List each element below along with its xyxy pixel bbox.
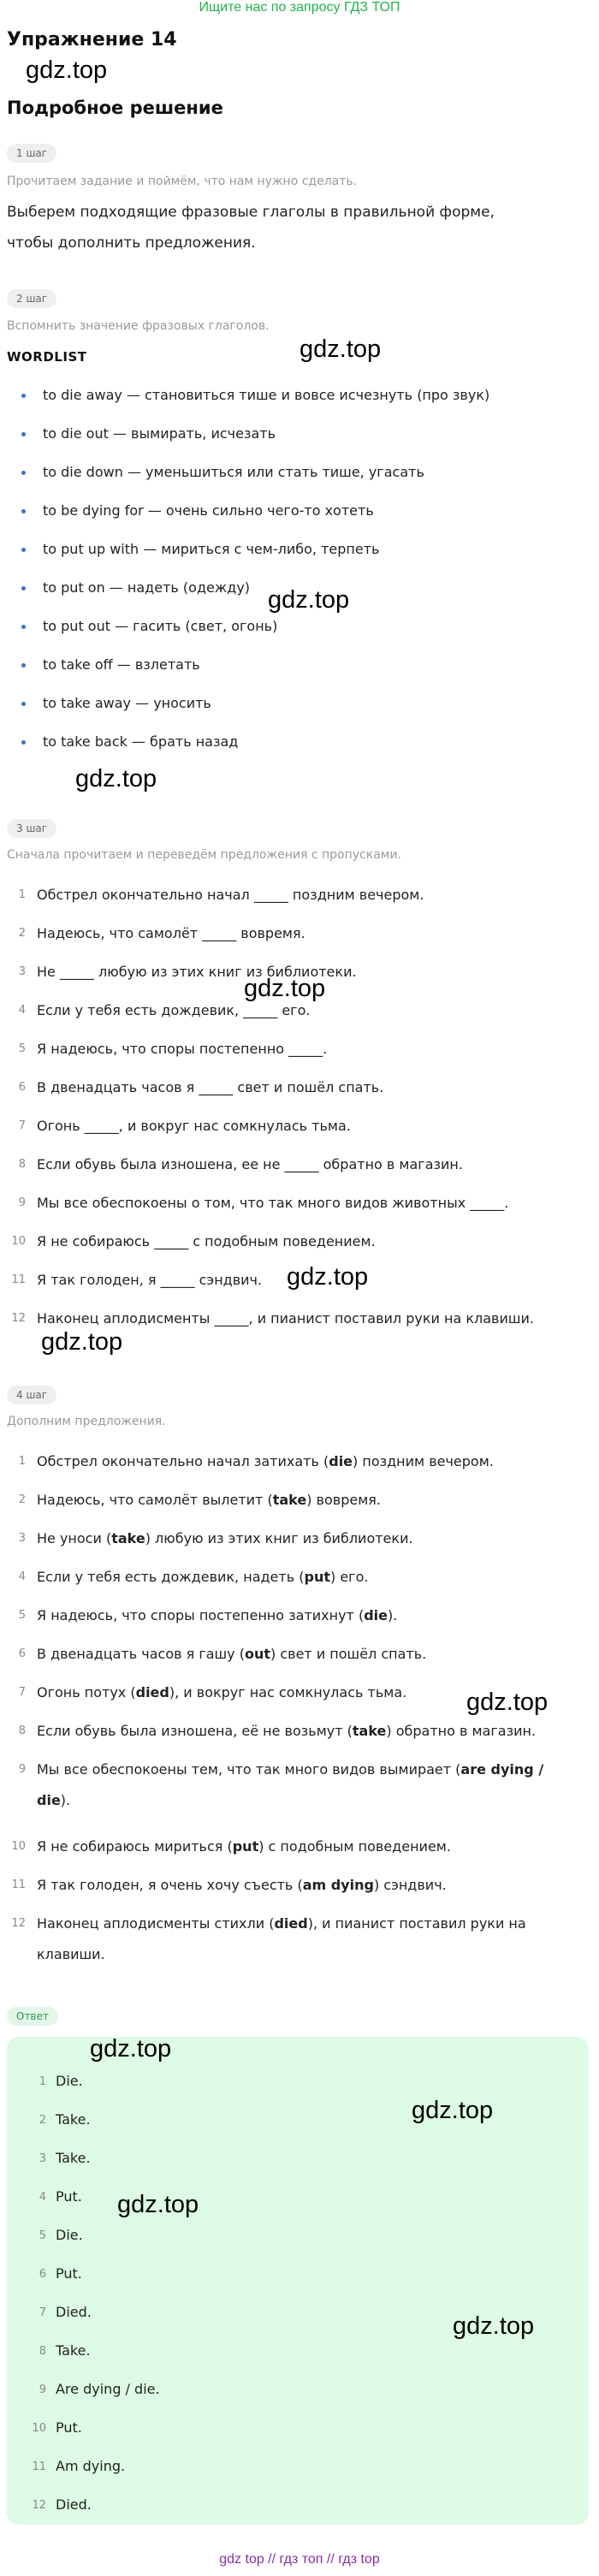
item-number: 3 bbox=[18, 965, 26, 978]
verb: out bbox=[244, 1646, 271, 1662]
list-item bbox=[0, 880, 565, 918]
item-number: 9 bbox=[18, 1763, 26, 1776]
list-item bbox=[7, 2150, 572, 2188]
item-number: 5 bbox=[18, 1609, 26, 1622]
top-banner: Ищите нас по запросу ГДЗ ТОП bbox=[199, 0, 400, 15]
watermark: gdz.top bbox=[90, 2035, 172, 2063]
list-item bbox=[0, 1600, 565, 1639]
list-item bbox=[0, 1870, 565, 1908]
footer-links bbox=[0, 2552, 599, 2567]
sentence-text: Мы все обеспокоены тем, что так много видов вымирает ( bbox=[37, 1761, 461, 1778]
list-item bbox=[0, 1754, 565, 1831]
list-item bbox=[0, 1831, 565, 1870]
sentence-text: Я не собираюсь _____ с подобным поведением. bbox=[37, 1233, 376, 1249]
page-title: Упражнение 14 bbox=[7, 29, 177, 50]
watermark: gdz.top bbox=[41, 1328, 123, 1356]
list-item bbox=[7, 2188, 572, 2227]
list-item bbox=[0, 656, 565, 695]
sentence-text: ). bbox=[60, 1792, 71, 1808]
answer-text: Are dying / die. bbox=[56, 2381, 160, 2397]
bullet-icon bbox=[21, 394, 26, 398]
solution-heading: Подробное решение bbox=[7, 98, 223, 118]
step-hint: Сначала прочитаем и переведём предложения с пропусками. bbox=[7, 848, 401, 862]
bullet-icon bbox=[21, 702, 26, 706]
answer-text: Take. bbox=[56, 2342, 91, 2359]
list-item bbox=[7, 2227, 572, 2265]
answer-text: Put. bbox=[56, 2419, 82, 2436]
list-item bbox=[0, 541, 565, 579]
verb: die bbox=[329, 1453, 353, 1469]
list-item bbox=[0, 618, 565, 656]
verb: take bbox=[272, 1492, 307, 1508]
item-number: 12 bbox=[11, 1312, 26, 1325]
item-number: 10 bbox=[11, 1235, 26, 1248]
sentence-text: Не _____ любую из этих книг из библиотеки. bbox=[37, 964, 357, 980]
bullet-icon bbox=[21, 740, 26, 745]
gapped-sentences bbox=[0, 880, 565, 1342]
item-number: 5 bbox=[18, 1042, 26, 1055]
answer-text: Put. bbox=[56, 2265, 82, 2282]
watermark: gdz.top bbox=[412, 2097, 494, 2124]
item-number: 11 bbox=[32, 2460, 46, 2473]
list-item-text: to die down — уменьшиться или стать тише, угасать bbox=[43, 464, 424, 480]
list-item bbox=[0, 1562, 565, 1600]
sentence-text: ) обратно в магазин. bbox=[386, 1723, 537, 1739]
item-number: 8 bbox=[39, 2345, 46, 2358]
answer-text: Died. bbox=[56, 2496, 92, 2513]
verb: take bbox=[111, 1530, 145, 1546]
watermark: gdz.top bbox=[287, 1263, 369, 1291]
list-item bbox=[7, 2342, 572, 2381]
verb: died bbox=[135, 1684, 169, 1701]
item-number: 8 bbox=[18, 1158, 26, 1171]
item-number: 8 bbox=[18, 1724, 26, 1737]
list-item bbox=[0, 1149, 565, 1188]
sentence-text: Если у тебя есть дождевик, _____ его. bbox=[37, 1002, 311, 1018]
item-number: 3 bbox=[18, 1532, 26, 1545]
footer-link-gdz-top-mixed[interactable]: гдз top bbox=[338, 2552, 380, 2567]
answer-text: Die. bbox=[56, 2073, 83, 2089]
item-number: 7 bbox=[39, 2306, 46, 2319]
sentence-text: В двенадцать часов я _____ свет и пошёл спать. bbox=[37, 1079, 384, 1095]
sentence-text: ) его. bbox=[329, 1569, 369, 1585]
list-item-text: to be dying for — очень сильно чего-то хотеть bbox=[43, 502, 374, 519]
sentence-text: ) вовремя. bbox=[306, 1492, 381, 1508]
sentence-text: Наконец аплодисменты стихли ( bbox=[37, 1915, 275, 1932]
item-number: 6 bbox=[18, 1081, 26, 1094]
answer-text: Am dying. bbox=[56, 2458, 126, 2474]
sentence-text: Наконец аплодисменты _____, и пианист поставил руки на клавиши. bbox=[37, 1310, 534, 1327]
item-number: 2 bbox=[39, 2114, 46, 2127]
bullet-icon bbox=[21, 586, 26, 591]
verb: take bbox=[352, 1723, 387, 1739]
watermark: gdz.top bbox=[26, 56, 108, 84]
item-number: 4 bbox=[18, 1004, 26, 1017]
answer-text: Put. bbox=[56, 2188, 82, 2205]
sentence-text: Мы все обеспокоены о том, что так много видов животных _____. bbox=[37, 1195, 509, 1211]
sentence-text: Огонь _____, и вокруг нас сомкнулась тьма. bbox=[37, 1118, 351, 1134]
answer-text: Take. bbox=[56, 2150, 91, 2166]
sentence-text: Обстрел окончательно начал _____ поздним вечером. bbox=[37, 887, 424, 903]
step-hint: Прочитаем задание и поймём, что нам нужно сделать. bbox=[7, 175, 358, 188]
list-item bbox=[0, 1485, 565, 1523]
verb: am dying bbox=[302, 1877, 374, 1893]
list-item bbox=[0, 1265, 565, 1303]
sentence-text: ), и вокруг нас сомкнулась тьма. bbox=[169, 1684, 407, 1701]
sentence-text: ) поздним вечером. bbox=[353, 1453, 494, 1469]
sentence-text: Если обувь была изношена, ее не _____ обратно в магазин. bbox=[37, 1156, 463, 1172]
watermark: gdz.top bbox=[268, 586, 350, 614]
watermark: gdz.top bbox=[75, 765, 157, 792]
list-item-text: to take back — брать назад bbox=[43, 733, 239, 750]
list-item bbox=[0, 1908, 565, 1985]
footer-separator: // bbox=[264, 2552, 280, 2567]
sentence-text: ) свет и пошёл спать. bbox=[270, 1646, 427, 1662]
sentence-text: Я так голоден, я _____ сэндвич. bbox=[37, 1272, 263, 1288]
item-number: 1 bbox=[18, 1455, 26, 1468]
sentence-text: ). bbox=[388, 1607, 398, 1623]
list-item bbox=[0, 1226, 565, 1265]
footer-separator: // bbox=[323, 2552, 339, 2567]
item-number: 11 bbox=[11, 1273, 26, 1286]
step-text: Выберем подходящие фразовые глаголы в правильной форме, чтобы дополнить предложения. bbox=[7, 204, 495, 252]
list-item-text: to put out — гасить (свет, огонь) bbox=[43, 618, 278, 634]
bullet-icon bbox=[21, 509, 26, 513]
item-number: 2 bbox=[18, 1493, 26, 1506]
list-item-text: to put up with — мириться с чем-либо, терпеть bbox=[43, 541, 380, 557]
sentence-text: ), и пианист поставил руки на клавиши. bbox=[37, 1915, 526, 1962]
list-item bbox=[0, 1446, 565, 1485]
list-item bbox=[7, 2419, 572, 2458]
bullet-icon bbox=[21, 625, 26, 629]
verb: are dying / die bbox=[37, 1761, 544, 1808]
item-number: 3 bbox=[39, 2152, 46, 2165]
list-item bbox=[7, 2265, 572, 2304]
list-item-text: to take away — уносить bbox=[43, 695, 211, 711]
step-hint: Вспомнить значение фразовых глаголов. bbox=[7, 319, 270, 333]
verb: put bbox=[304, 1569, 330, 1585]
item-number: 12 bbox=[32, 2499, 46, 2512]
list-item bbox=[0, 1523, 565, 1562]
bullet-icon bbox=[21, 663, 26, 668]
wordlist-title: WORDLIST bbox=[7, 349, 87, 365]
answer-text: Died. bbox=[56, 2304, 92, 2320]
list-item-text: to die away — становиться тише и вовсе исчезнуть (про звук) bbox=[43, 387, 490, 403]
sentence-text: В двенадцать часов я гашу ( bbox=[37, 1646, 245, 1662]
sentence-text: Огонь потух ( bbox=[37, 1684, 136, 1701]
list-item bbox=[7, 2496, 572, 2535]
list-item bbox=[0, 1072, 565, 1111]
list-item bbox=[0, 918, 565, 957]
watermark: gdz.top bbox=[244, 975, 326, 1002]
item-number: 4 bbox=[18, 1570, 26, 1583]
answer-text: Die. bbox=[56, 2227, 83, 2243]
item-number: 9 bbox=[39, 2383, 46, 2396]
item-number: 6 bbox=[18, 1647, 26, 1660]
verb: put bbox=[232, 1838, 259, 1855]
list-item bbox=[0, 425, 565, 464]
list-item bbox=[0, 502, 565, 541]
sentence-text: Обстрел окончательно начал затихать ( bbox=[37, 1453, 329, 1469]
footer-link-gdz-top[interactable]: gdz top bbox=[219, 2552, 264, 2567]
sentence-text: ) сэндвич. bbox=[373, 1877, 447, 1893]
answer-badge: Ответ bbox=[7, 2007, 58, 2026]
list-item bbox=[0, 1111, 565, 1149]
list-item bbox=[0, 1188, 565, 1226]
item-number: 7 bbox=[18, 1686, 26, 1699]
item-number: 1 bbox=[39, 2075, 46, 2088]
list-item bbox=[0, 695, 565, 733]
list-item-text: to die out — вымирать, исчезать bbox=[43, 425, 276, 442]
list-item bbox=[7, 2458, 572, 2496]
sentence-text: Надеюсь, что самолёт _____ вовремя. bbox=[37, 925, 305, 941]
sentence-text: Я не собираюсь мириться ( bbox=[37, 1838, 233, 1855]
bullet-icon bbox=[21, 432, 26, 436]
item-number: 9 bbox=[18, 1196, 26, 1209]
watermark: gdz.top bbox=[117, 2191, 199, 2218]
step-hint: Дополним предложения. bbox=[7, 1415, 166, 1428]
list-item bbox=[0, 1034, 565, 1072]
sentence-text: Надеюсь, что самолёт вылетит ( bbox=[37, 1492, 273, 1508]
item-number: 5 bbox=[39, 2229, 46, 2242]
step-badge: 1 шаг bbox=[7, 144, 56, 163]
sentence-text: Если у тебя есть дождевик, надеть ( bbox=[37, 1569, 305, 1585]
step-badge: 2 шаг bbox=[7, 289, 56, 308]
list-item bbox=[0, 464, 565, 502]
sentence-text: Я так голоден, я очень хочу съесть ( bbox=[37, 1877, 303, 1893]
item-number: 6 bbox=[39, 2268, 46, 2281]
answer-list bbox=[7, 2073, 572, 2535]
item-number: 10 bbox=[32, 2422, 46, 2435]
wordlist bbox=[0, 387, 565, 772]
list-item-text: to take off — взлетать bbox=[43, 656, 200, 673]
item-number: 12 bbox=[11, 1917, 26, 1930]
sentence-text: ) с подобным поведением. bbox=[258, 1838, 451, 1855]
footer-link-gdz-top-ru[interactable]: гдз топ bbox=[279, 2552, 323, 2567]
watermark: gdz.top bbox=[453, 2312, 535, 2340]
item-number: 1 bbox=[18, 888, 26, 901]
item-number: 7 bbox=[18, 1119, 26, 1132]
item-number: 2 bbox=[18, 927, 26, 940]
sentence-text: ) любую из этих книг из библиотеки. bbox=[145, 1530, 413, 1546]
step-badge: 4 шаг bbox=[7, 1386, 56, 1404]
item-number: 4 bbox=[39, 2191, 46, 2204]
verb: die bbox=[364, 1607, 388, 1623]
answer-text: Take. bbox=[56, 2111, 91, 2128]
list-item bbox=[0, 387, 565, 425]
list-item bbox=[0, 1716, 565, 1754]
sentence-text: Если обувь была изношена, её не возьмут ( bbox=[37, 1723, 353, 1739]
bullet-icon bbox=[21, 471, 26, 475]
sentence-text: Я надеюсь, что споры постепенно _____. bbox=[37, 1041, 328, 1057]
bullet-icon bbox=[21, 548, 26, 552]
item-number: 10 bbox=[11, 1840, 26, 1853]
sentence-text: Я надеюсь, что споры постепенно затихнут ( bbox=[37, 1607, 365, 1623]
list-item bbox=[7, 2381, 572, 2419]
watermark: gdz.top bbox=[300, 335, 382, 363]
step-badge: 3 шаг bbox=[7, 819, 56, 838]
item-number: 11 bbox=[11, 1879, 26, 1891]
list-item bbox=[0, 1639, 565, 1677]
list-item-text: to put on — надеть (одежду) bbox=[43, 579, 251, 596]
watermark: gdz.top bbox=[466, 1689, 549, 1716]
sentence-text: Не уноси ( bbox=[37, 1530, 112, 1546]
verb: died bbox=[274, 1915, 308, 1932]
